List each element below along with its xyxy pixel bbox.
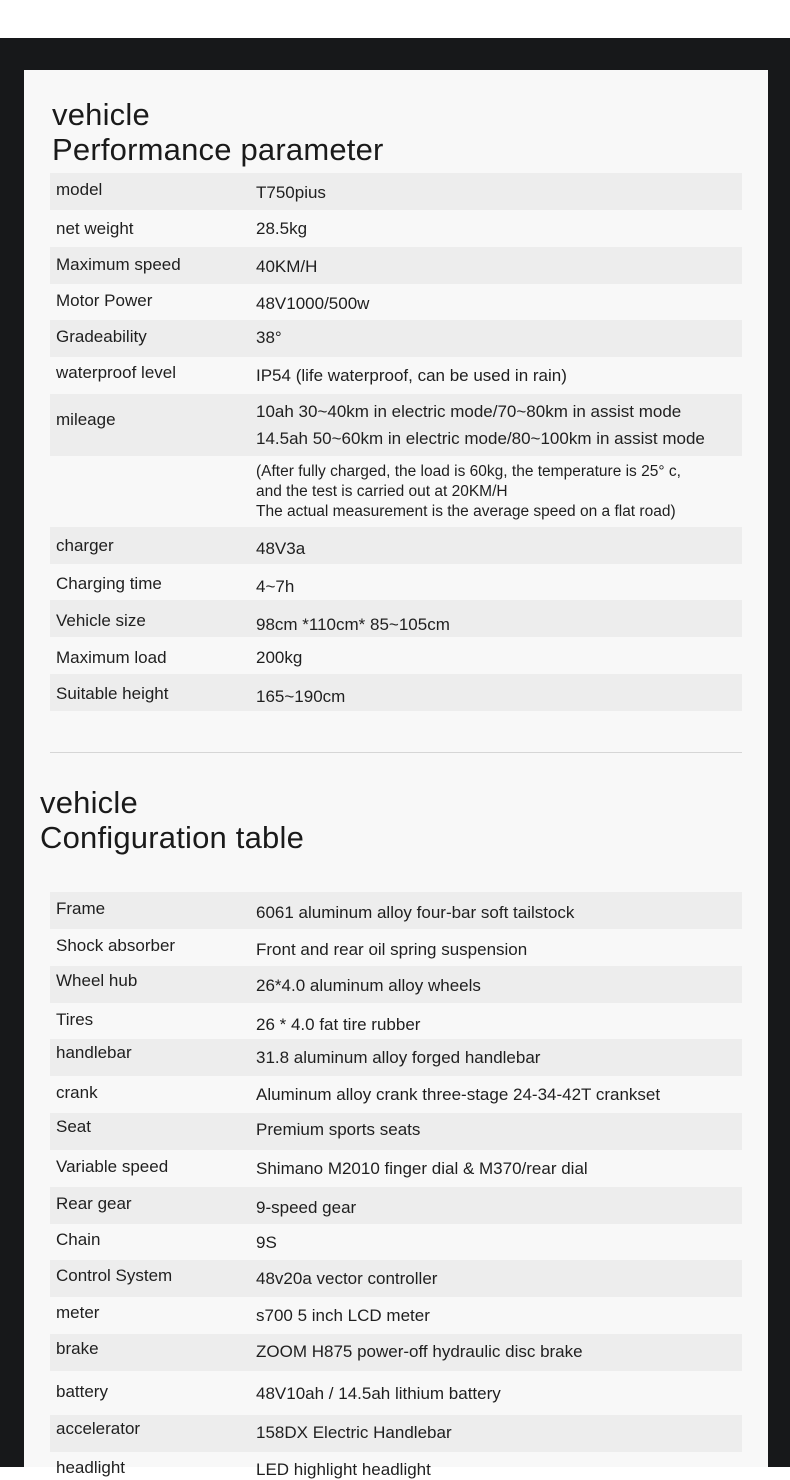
row-label: Gradeability [56, 327, 147, 346]
mileage-note-line1: (After fully charged, the load is 60kg, the temperature is 25° c, [256, 463, 681, 480]
performance-heading-line1: vehicle [52, 97, 150, 132]
table-row-maximum-speed [50, 247, 742, 284]
row-value: Shimano M2010 finger dial & M370/rear dial [256, 1159, 588, 1178]
row-value: LED highlight headlight [256, 1460, 431, 1479]
row-label: handlebar [56, 1043, 132, 1062]
table-row-vehicle-size [50, 600, 742, 637]
row-label: Motor Power [56, 291, 153, 310]
row-label: accelerator [56, 1419, 141, 1438]
row-value: 4~7h [256, 577, 295, 596]
row-value: 38° [256, 328, 282, 347]
row-value: Front and rear oil spring suspension [256, 940, 528, 959]
table-row-frame [50, 892, 742, 929]
row-value: IP54 (life waterproof, can be used in rain) [256, 366, 567, 385]
row-value: Aluminum alloy crank three-stage 24-34-42T crankset [256, 1085, 661, 1104]
row-value-line2: 14.5ah 50~60km in electric mode/80~100km in assist mode [256, 429, 705, 448]
table-row-waterproof-level [50, 357, 742, 394]
row-value: 6061 aluminum alloy four-bar soft tailstock [256, 903, 575, 922]
configuration-heading-line2: Configuration table [40, 820, 305, 855]
row-value: 26 * 4.0 fat tire rubber [256, 1015, 421, 1034]
table-row-handlebar [50, 1039, 742, 1076]
row-label: mileage [56, 410, 116, 429]
row-label: Variable speed [56, 1157, 169, 1176]
table-row-brake [50, 1334, 742, 1371]
mileage-note-line2: and the test is carried out at 20KM/H [256, 483, 508, 500]
table-row-mileage-note [50, 456, 742, 527]
row-label: Maximum speed [56, 255, 181, 274]
row-value: 200kg [256, 648, 303, 667]
performance-heading-line2: Performance parameter [52, 132, 384, 167]
top-margin [0, 0, 790, 38]
row-label: model [56, 180, 103, 199]
table-row-motor-power [50, 284, 742, 320]
row-value-line1: 10ah 30~40km in electric mode/70~80km in assist mode [256, 402, 682, 421]
table-row-headlight [50, 1452, 742, 1479]
row-value: 40KM/H [256, 257, 318, 276]
row-value: 98cm *110cm* 85~105cm [256, 615, 450, 634]
row-value: 31.8 aluminum alloy forged handlebar [256, 1048, 541, 1067]
table-row-control-system [50, 1260, 742, 1297]
mileage-note-line3: The actual measurement is the average speed on a flat road) [256, 503, 676, 520]
row-label: Control System [56, 1266, 173, 1285]
table-row-accelerator [50, 1415, 742, 1452]
row-label: Shock absorber [56, 936, 176, 955]
table-row-mileage [50, 394, 742, 456]
table-row-chain [50, 1224, 742, 1260]
row-value: 165~190cm [256, 687, 346, 706]
spec-sheet-panel [24, 70, 768, 1479]
row-label: crank [56, 1083, 98, 1102]
row-label: charger [56, 536, 114, 555]
configuration-heading [40, 785, 304, 855]
row-value: T750pius [256, 183, 326, 202]
row-label: net weight [56, 219, 134, 238]
table-row-crank [50, 1076, 742, 1113]
row-label: Maximum load [56, 648, 167, 667]
row-value: 48V3a [256, 539, 306, 558]
table-row-seat [50, 1113, 742, 1150]
table-row-wheel-hub [50, 966, 742, 1003]
row-value: Premium sports seats [256, 1120, 421, 1139]
row-label: Chain [56, 1230, 101, 1249]
row-label: waterproof level [56, 363, 177, 382]
table-row-suitable-height [50, 674, 742, 711]
table-row-tires [50, 1003, 742, 1039]
configuration-heading-line1: vehicle [40, 785, 138, 820]
row-value: 28.5kg [256, 219, 308, 238]
table-row-variable-speed [50, 1150, 742, 1187]
table-row-charging-time [50, 564, 742, 600]
row-value: ZOOM H875 power-off hydraulic disc brake [256, 1342, 583, 1361]
row-label: Suitable height [56, 684, 169, 703]
table-row-shock-absorber [50, 929, 742, 966]
row-label: meter [56, 1303, 100, 1322]
row-label: Wheel hub [56, 971, 138, 990]
section-divider [50, 752, 742, 753]
row-value: 48v20a vector controller [256, 1269, 438, 1288]
row-value: 26*4.0 aluminum alloy wheels [256, 976, 481, 995]
row-value: 9S [256, 1233, 277, 1252]
row-label: Vehicle size [56, 611, 146, 630]
row-value: 48V10ah / 14.5ah lithium battery [256, 1384, 501, 1403]
performance-heading [52, 97, 384, 167]
row-label: Tires [56, 1010, 94, 1029]
row-label: Frame [56, 899, 106, 918]
table-row-meter [50, 1297, 742, 1334]
row-value: 48V1000/500w [256, 294, 370, 313]
table-row-rear-gear [50, 1187, 742, 1224]
table-row-battery [50, 1371, 742, 1415]
row-label: headlight [56, 1458, 126, 1477]
table-row-charger [50, 527, 742, 564]
row-label: battery [56, 1382, 108, 1401]
row-label: Rear gear [56, 1194, 132, 1213]
row-label: brake [56, 1339, 99, 1358]
table-row-net-weight [50, 210, 742, 247]
row-value: 158DX Electric Handlebar [256, 1423, 452, 1442]
row-value: 9-speed gear [256, 1198, 357, 1217]
row-label: Seat [56, 1117, 91, 1136]
table-row-model [50, 173, 742, 210]
row-value: s700 5 inch LCD meter [256, 1306, 430, 1325]
row-label: Charging time [56, 574, 162, 593]
table-row-gradeability [50, 320, 742, 357]
table-row-maximum-load [50, 637, 742, 674]
